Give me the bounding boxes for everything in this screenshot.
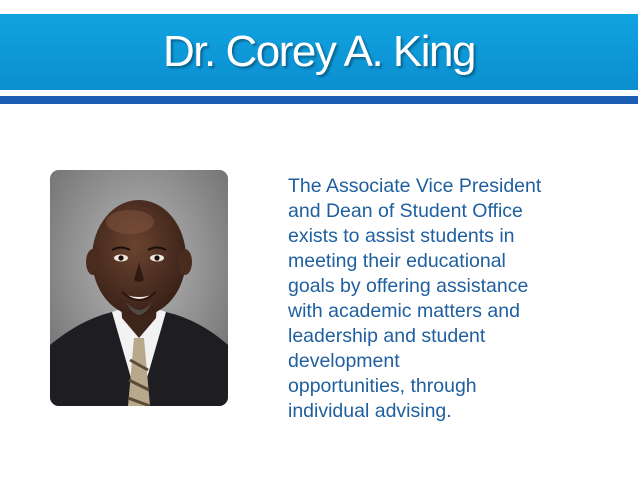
description-line: individual advising. [288,400,452,422]
description-line: The Associate Vice President [288,175,542,197]
description-line: meeting their educational [288,250,506,272]
portrait-photo [50,170,228,406]
description-line: opportunities, through [288,375,477,397]
description-line: leadership and student [288,325,486,347]
slide-title: Dr. Corey A. King [163,27,475,76]
description-line: development [288,350,400,372]
description-line: goals by offering assistance [288,275,529,297]
description-line: and Dean of Student Office [288,200,523,222]
title-underline [0,96,638,104]
description-line: exists to assist students in [288,225,515,247]
description-text [288,174,588,424]
description-line: with academic matters and [288,300,520,322]
